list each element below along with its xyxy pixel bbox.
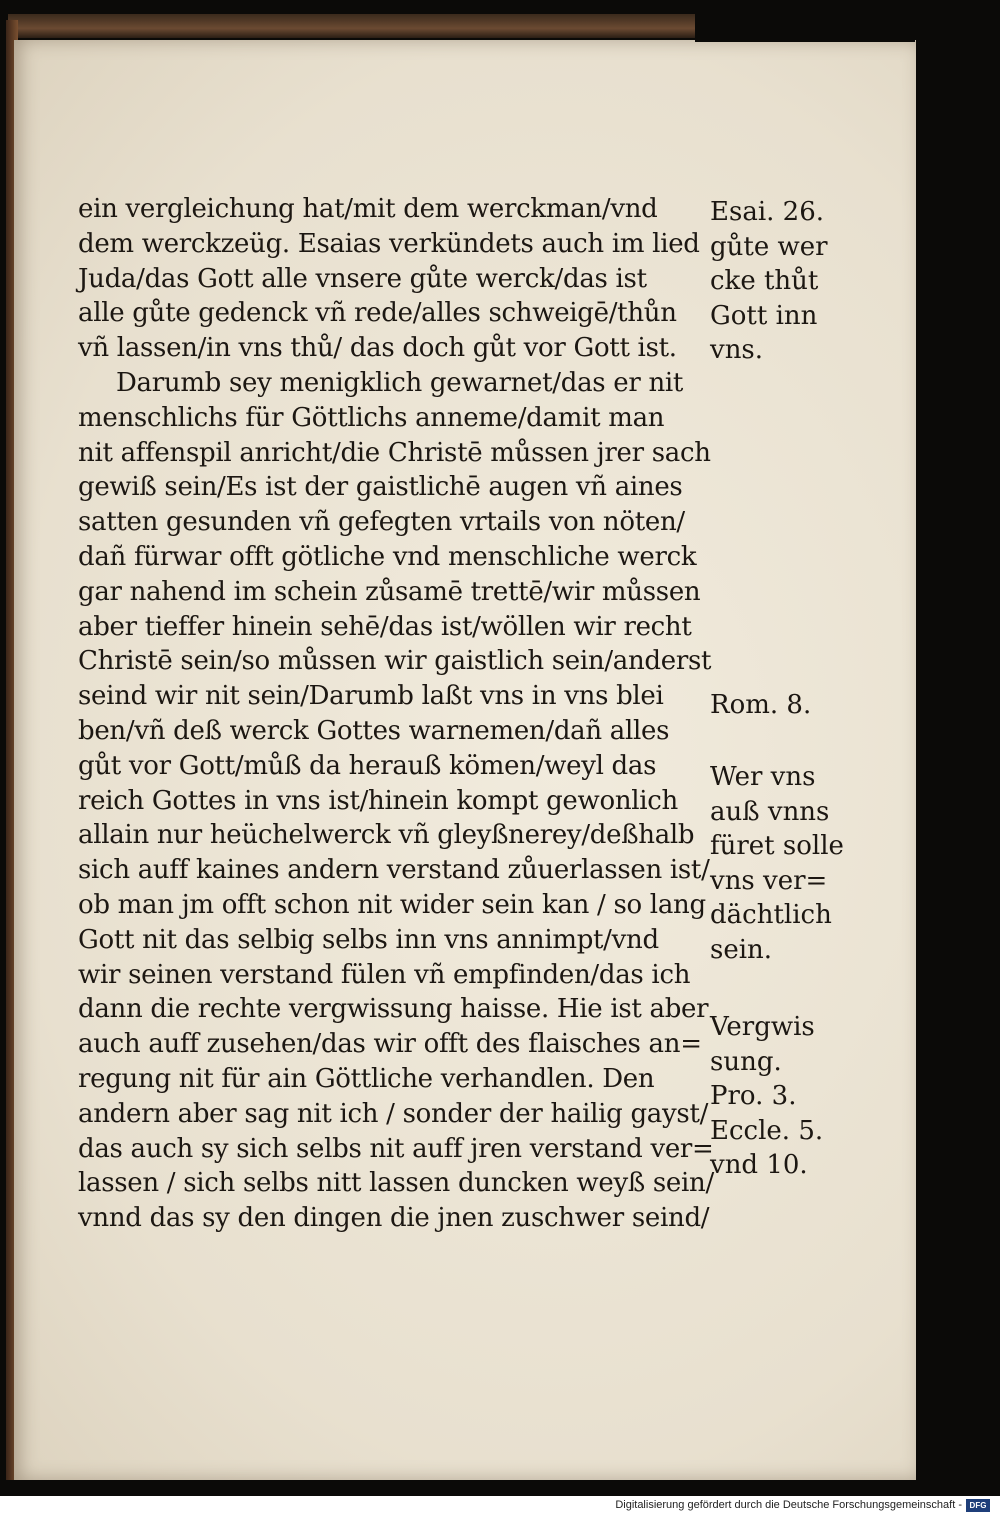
text-line: alle gůte gedenck vñ rede/alles schweigē/thůn [78, 298, 677, 329]
text-line: vñ lassen/in vns thů/ das doch gůt vor Gott ist. [78, 333, 677, 364]
margin-note-line: vns. [710, 335, 764, 365]
margin-note-line: Eccle. 5. [710, 1115, 824, 1146]
margin-note-line: sein. [710, 934, 773, 965]
margin-note-wer-vns [710, 760, 870, 967]
text-line: sich auff kaines andern verstand zůuerlassen ist/ [78, 855, 710, 886]
text-line: lassen / sich selbs nitt lassen duncken weyß sein/ [78, 1168, 714, 1199]
text-line: ben/vñ deß werck Gottes warnemen/dañ alles [78, 715, 670, 746]
margin-note-line: auß vnns [710, 796, 830, 827]
text-line: vnnd das sy den dingen die jnen zuschwer seind/ [78, 1203, 710, 1234]
text-line: seind wir nit sein/Darumb laßt vns in vns blei [78, 681, 664, 712]
margin-note-vergwissung [710, 1010, 870, 1183]
footer-credit: Digitalisierung gefördert durch die Deutsche Forschungsgemeinschaft - [615, 1499, 962, 1511]
text-line: aber tieffer hinein sehē/das ist/wöllen wir recht [78, 611, 692, 642]
margin-note-line: vnd 10. [710, 1150, 808, 1180]
text-line: ein vergleichung hat/mit dem werckman/vnd [78, 194, 658, 224]
dfg-logo: DFG [966, 1499, 990, 1512]
margin-note-line: Wer vns [710, 762, 816, 792]
margin-note-line: füret solle [710, 831, 844, 861]
text-line: dem werckzeüg. Esaias verkündets auch im lied [78, 228, 700, 259]
text-line: menschlichs für Göttlichs anneme/damit man [78, 402, 665, 433]
text-line: Darumb sey menigklich gewarnet/das er nit [116, 367, 684, 398]
margin-note-rom [710, 688, 870, 723]
text-line: wir seinen verstand fülen vñ empfinden/das ich [78, 959, 691, 990]
text-line: dañ fürwar offt götliche vnd menschliche werck [78, 541, 697, 572]
text-line: dann die rechte vergwissung haisse. Hie ist aber [78, 994, 709, 1025]
text-line: allain nur heüchelwerck vñ gleyßnerey/deßhalb [78, 820, 695, 851]
text-line: reich Gottes in vns ist/hinein kompt gewonlich [78, 785, 679, 816]
text-line: Christē sein/so můssen wir gaistlich sein/anderst [78, 646, 712, 677]
text-line: satten gesunden vñ gefegten vrtails von nöten/ [78, 507, 685, 538]
text-line: andern aber sag nit ich / sonder der hailig gayst/ [78, 1098, 709, 1129]
text-line: das auch sy sich selbs nit auff jren verstand ver= [78, 1133, 714, 1164]
margin-note-line: Vergwis [710, 1012, 815, 1042]
footer-bar [0, 1496, 1000, 1516]
margin-note-esai [710, 195, 870, 368]
text-line: auch auff zusehen/das wir offt des flaisches an= [78, 1029, 702, 1060]
text-line: gůt vor Gott/můß da herauß kömen/weyl das [78, 750, 657, 781]
margin-note-line: Esai. 26. [710, 197, 825, 227]
text-line: nit affenspil anricht/die Christē můssen jrer sach [78, 437, 711, 468]
margin-note-line: Rom. 8. [710, 690, 812, 720]
text-line: Gott nit das selbig selbs inn vns annimpt/vnd [78, 924, 659, 955]
margin-note-line: gůte wer [710, 231, 828, 262]
margin-note-line: vns ver= [710, 865, 828, 896]
margin-note-line: Gott inn [710, 300, 818, 331]
margin-note-line: cke thůt [710, 266, 819, 296]
margin-note-line: dächtlich [710, 900, 832, 930]
margin-note-line: Pro. 3. [710, 1081, 797, 1111]
text-line: ob man jm offt schon nit wider sein kan / so lang [78, 889, 706, 920]
main-text-block [78, 192, 714, 1236]
text-line: gar nahend im schein zůsamē trettē/wir můssen [78, 576, 701, 607]
page-corner-shadow [695, 14, 915, 42]
text-line: gewiß sein/Es ist der gaistlichē augen vñ aines [78, 472, 683, 503]
text-line: Juda/das Gott alle vnsere gůte werck/das ist [78, 263, 647, 294]
text-line: regung nit für ain Göttliche verhandlen. Den [78, 1063, 655, 1094]
margin-note-line: sung. [710, 1046, 782, 1077]
